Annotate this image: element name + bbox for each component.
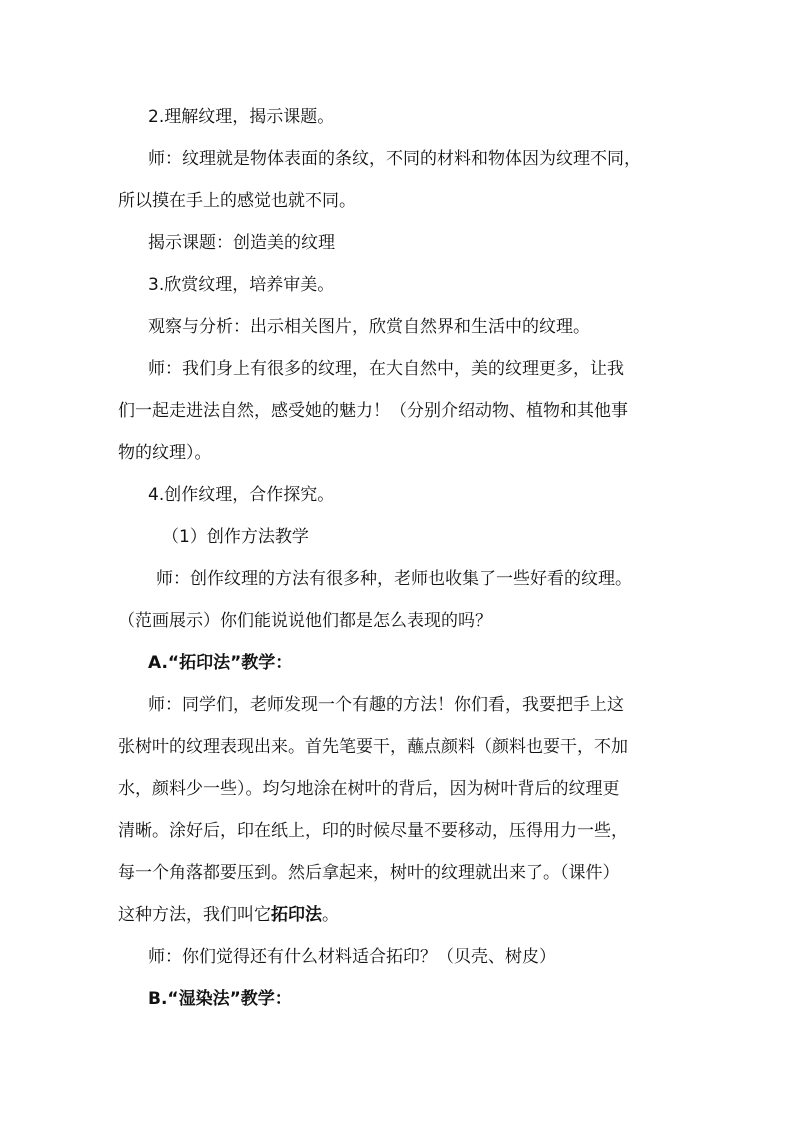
section-heading-4: 4.创作纹理，合作探究。 (148, 485, 335, 505)
subsection-heading: （1）创作方法教学 (162, 527, 309, 547)
paragraph-line: 师：我们身上有很多的纹理，在大自然中，美的纹理更多，让我 (148, 359, 624, 379)
paragraph-line: 观察与分析：出示相关图片，欣赏自然界和生活中的纹理。 (148, 317, 590, 337)
paragraph-line: 所以摸在手上的感觉也就不同。 (118, 191, 356, 211)
section-heading-3: 3.欣赏纹理，培养审美。 (148, 275, 335, 295)
paragraph-line: 张树叶的纹理表现出来。首先笔要干，蘸点颜料（颜料也要干，不加 (118, 737, 628, 757)
paragraph-line: 揭示课题：创造美的纹理 (148, 233, 335, 253)
paragraph-line: （范画展示）你们能说说他们都是怎么表现的吗？ (118, 611, 492, 631)
paragraph-line: 师：纹理就是物体表面的条纹，不同的材料和物体因为纹理不同， (148, 149, 641, 169)
text-run: 这种方法，我们叫它 (118, 905, 271, 925)
paragraph-line: 每一个角落都要压到。然后拿起来，树叶的纹理就出来了。（课件） (118, 863, 620, 883)
paragraph-line: 清晰。涂好后，印在纸上，印的时候尽量不要移动，压得用力一些， (118, 821, 628, 841)
paragraph-line: 师：同学们，老师发现一个有趣的方法！你们看，我要把手上这 (148, 695, 624, 715)
paragraph-line: 物的纹理）。 (118, 443, 212, 463)
method-heading-a: A.“拓印法”教学： (148, 653, 293, 673)
paragraph-line: 们一起走进法自然，感受她的魅力！（分别介绍动物、植物和其他事 (118, 401, 628, 421)
text-run: 。 (322, 905, 339, 925)
bold-term: 拓印法 (271, 905, 322, 925)
paragraph-line: 师：你们觉得还有什么材料适合拓印？（贝壳、树皮） (148, 947, 556, 967)
paragraph-line (118, 907, 678, 924)
section-heading-2: 2.理解纹理，揭示课题。 (148, 107, 335, 127)
paragraph-line: 师：创作纹理的方法有很多种，老师也收集了一些好看的纹理。 (156, 569, 632, 589)
paragraph-line: 水，颜料少一些）。均匀地涂在树叶的背后，因为树叶背后的纹理更 (118, 779, 620, 799)
method-heading-b: B.“湿染法”教学： (148, 989, 292, 1009)
